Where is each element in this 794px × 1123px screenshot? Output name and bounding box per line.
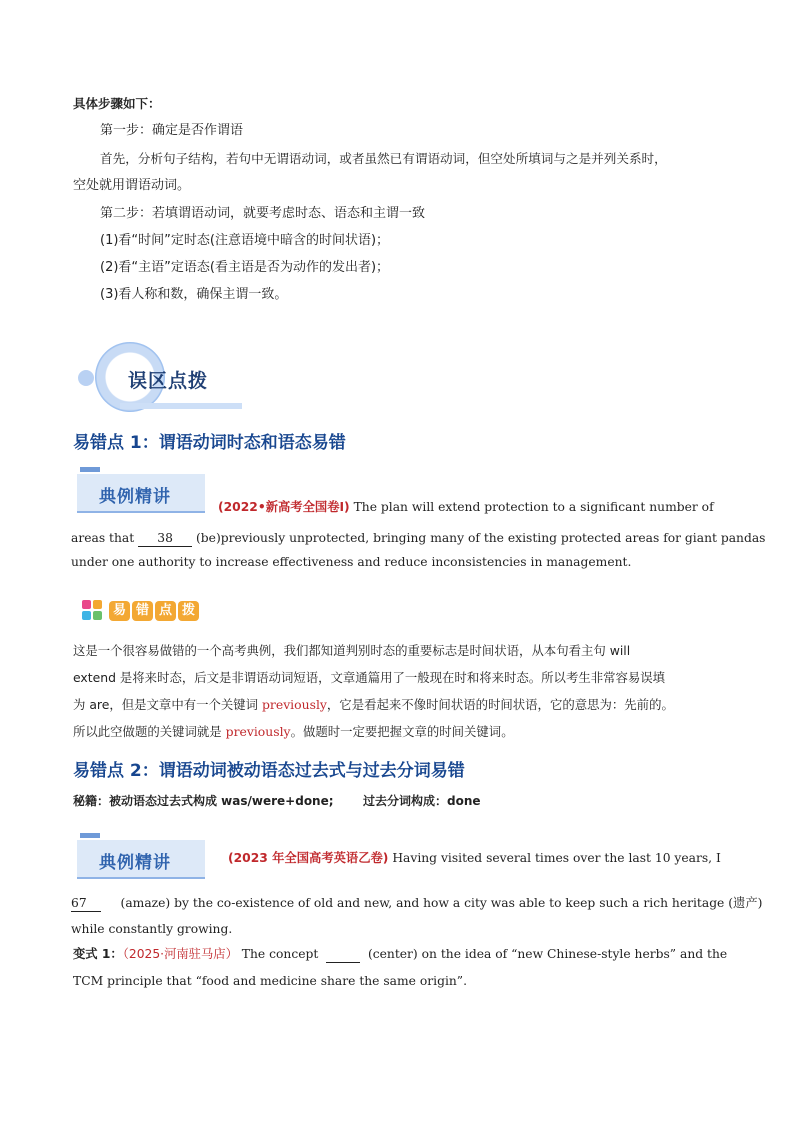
step2-title: 第二步：若填谓语动词，就要考虑时态、语态和主谓一致 xyxy=(100,206,426,221)
point2-example-line1 xyxy=(228,848,721,868)
point1-source: (2022•新高考全国卷Ⅰ) xyxy=(218,500,350,514)
step2-item2: (2)看“主语”定语态(看主语是否为动作的发出者)； xyxy=(100,260,390,275)
explanation-line1: 这是一个很容易做错的一个高考典例，我们都知道判别时态的重要标志是时间状语，从本句看主句 will xyxy=(73,643,631,658)
variant-blank xyxy=(326,946,360,963)
step1-line1: 首先，分析句子结构，若句中无谓语动词，或者虽然已有谓语动词，但空处所填词与之是并列关系时， xyxy=(100,151,667,166)
explanation-line3 xyxy=(73,695,674,715)
tip-char-1: 易 xyxy=(109,601,130,621)
keyword-previously: previously xyxy=(262,697,327,712)
point2-example-line2 xyxy=(71,893,762,913)
point1-line1: The plan will extend protection to a significant number of xyxy=(349,500,714,514)
point1-example-line1 xyxy=(218,497,714,517)
variant-line2: TCM principle that “food and medicine share the same origin”. xyxy=(73,974,467,988)
tip-char-2: 错 xyxy=(132,601,153,621)
point1-example-line2 xyxy=(71,528,765,548)
explanation-line4-pre: 所以此空做题的关键词就是 xyxy=(73,724,226,739)
point1-line3: under one authority to increase effectiveness and reduce inconsistencies in management. xyxy=(71,555,632,569)
step2-item3: (3)看人称和数，确保主谓一致。 xyxy=(100,287,288,302)
point1-line2-post: (be)previously unprotected, bringing many of the existing protected areas for giant pandas xyxy=(192,531,766,545)
variant-line1-text: The concept xyxy=(241,947,319,961)
point2-line3: while constantly growing. xyxy=(71,922,233,936)
point2-secret2: 过去分词构成：done xyxy=(363,794,481,808)
step1-line2: 空处就用谓语动词。 xyxy=(73,178,191,193)
variant-line1 xyxy=(73,944,727,964)
point1-heading: 易错点 1：谓语动词时态和语态易错 xyxy=(73,433,346,453)
point2-secret: 秘籍：被动语态过去式构成 was/were+done; xyxy=(73,794,334,808)
step1-title: 第一步：确定是否作谓语 xyxy=(100,123,244,138)
steps-heading: 具体步骤如下： xyxy=(73,96,161,111)
tag1-marker xyxy=(80,467,100,472)
point1-line2-pre: areas that xyxy=(71,531,139,545)
tag1-underline xyxy=(77,511,205,513)
step2-item1: (1)看“时间”定时态(注意语境中暗含的时间状语)； xyxy=(100,233,390,248)
explanation-line3-pre: 为 are，但是文章中有一个关键词 xyxy=(73,697,262,712)
point1-blank: 38 xyxy=(138,530,192,547)
point2-heading: 易错点 2：谓语动词被动语态过去式与过去分词易错 xyxy=(73,761,465,781)
point2-line2: (amaze) by the co-existence of old and new, and how a city was able to keep such a rich heritage (遗产) xyxy=(120,896,763,910)
point2-source: (2023 年全国高考英语乙卷) xyxy=(228,851,389,865)
tag2-marker xyxy=(80,833,100,838)
tag2-underline xyxy=(77,877,205,879)
point2-line1: Having visited several times over the last 10 years, I xyxy=(388,851,721,865)
explanation-line2: extend 是将来时态，后文是非谓语动词短语，文章通篇用了一般现在时和将来时态。所以考生非常容易误填 xyxy=(73,670,666,685)
tip-char-4: 拨 xyxy=(178,601,199,621)
banner-dot-icon xyxy=(78,370,94,386)
puzzle-icon-piece-1 xyxy=(82,600,91,609)
explanation-line4-post: 。做题时一定要把握文章的时间关键词。 xyxy=(290,724,514,739)
keyword-previously-2: previously xyxy=(225,724,291,739)
puzzle-icon-piece-4 xyxy=(93,611,102,620)
tag1-label: 典例精讲 xyxy=(99,487,171,507)
tag2-label: 典例精讲 xyxy=(99,853,171,873)
variant-source: （2025·河南驻马店） xyxy=(122,947,238,961)
explanation-line3-post: ，它是看起来不像时间状语的时间状语，它的意思为：先前的。 xyxy=(326,697,674,712)
explanation-line4 xyxy=(73,722,514,742)
tip-char-3: 点 xyxy=(155,601,176,621)
puzzle-icon-piece-3 xyxy=(82,611,91,620)
variant-label: 变式 1： xyxy=(73,947,123,961)
section-title: 误区点拨 xyxy=(128,370,209,392)
variant-line1b: (center) on the idea of “new Chinese-style herbs” and the xyxy=(367,947,728,961)
puzzle-icon-piece-2 xyxy=(93,600,102,609)
point2-blank: 67 xyxy=(71,895,101,912)
banner-underline xyxy=(120,403,242,409)
